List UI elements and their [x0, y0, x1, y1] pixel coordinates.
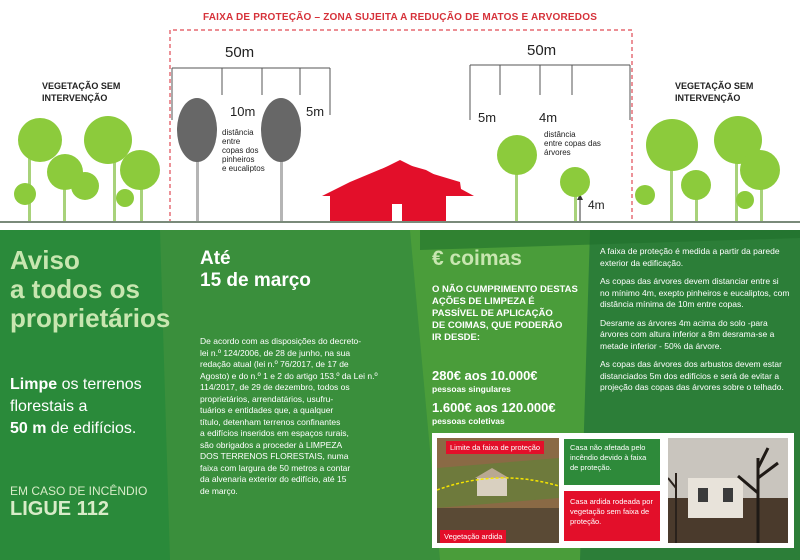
dim-left-50m: 50m [225, 44, 255, 61]
caption-burnt-house: Casa ardida rodeada por vegetação sem faixa de proteção. [564, 491, 660, 541]
veg-label-right: VEGETAÇÃO SEM INTERVENÇÃO [675, 81, 754, 103]
zone-title: FAIXA DE PROTEÇÃO – ZONA SUJEITA A REDUÇÃO DE MATOS E ARVOREDOS [202, 12, 598, 23]
right-vegetation [635, 116, 780, 222]
note-pines: distância entre copas dos pinheiros e eucaliptos [222, 128, 265, 173]
dim-4m: 4m [539, 110, 558, 125]
illustration [0, 0, 800, 232]
fire-line: EM CASO DE INCÊNDIO [10, 484, 148, 498]
ground-line [0, 221, 800, 223]
dim-right-5m: 5m [478, 110, 497, 125]
fine-individuals: 280€ aos 10.000€ [432, 368, 538, 383]
guideline-2: As copas das árvores devem distanciar entre si no mínimo 4m, exepto pinheiros e eucaliptos, com distância mínima de 10m entre copas. [600, 276, 790, 309]
photo-block [432, 433, 794, 548]
dim-10m: 10m [230, 104, 256, 119]
deadline-paragraph: De acordo com as disposições do decreto- lei n.º 124/2006, de 28 de junho, na sua redação atual (lei n.º 76/2017, de 17 de Agosto) e do n.º 1 e 2 do artigo 153.º da Lei n.º 114/2017, de 29 de dezembro, todos os proprietários, arrendatários, usufru- tuários e entidades que, a qualquer título, detenham terrenos confinantes a edifícios inseridos em espaços rurais, são obrigados a proceder à LIMPEZA DOS TERRENOS FLORESTAIS, numa faixa com largura de 50 metros a contar da alvenaria exterior do edifício, até 15 de março. [200, 336, 378, 496]
fine-companies: 1.600€ aos 120.000€ [432, 400, 556, 415]
left-vegetation [14, 116, 160, 222]
guideline-4: As copas das árvores dos arbustos devem estar distanciados 5m dos edifícios e será de evitar a projeção das copas das árvores sobre o telhado. [600, 359, 784, 392]
fines-title: € coimas [432, 247, 522, 270]
house-icon [322, 160, 474, 222]
fine-individuals-label: pessoas singulares [432, 384, 511, 394]
label-limit: Limite da faixa de proteção [446, 441, 544, 454]
guideline-3: Desrame as árvores 4m acima do solo -para árvores com altura inferior a 8m desrama-se a metade inferior - 50% da árvore. [600, 317, 775, 351]
dim-height-4m: 4m [588, 198, 605, 212]
photo-burnt-house [668, 438, 788, 543]
fine-companies-label: pessoas coletivas [432, 416, 505, 426]
note-trees: distância entre copas das árvores [544, 130, 601, 157]
guideline-1: A faixa de proteção é medida a partir da parede exterior da edificação. [600, 246, 780, 268]
deadline-title: Até 15 de março [200, 248, 311, 291]
fines-intro: O NÃO CUMPRIMENTO DESTAS AÇÕES DE LIMPEZA É PASSÍVEL DE APLICAÇÃO DE COIMAS, QUE PODERÃO IR DESDE: [432, 284, 578, 343]
dim-right-50m: 50m [527, 42, 557, 59]
guidelines [600, 246, 790, 394]
label-burnt: Vegetação ardida [440, 530, 506, 543]
notice-body: Limpe os terrenos florestais a 50 m de edifícios. [10, 376, 142, 437]
notice-title: Aviso a todos os proprietários [10, 245, 171, 333]
caption-safe-house: Casa não afetada pelo incêndio devido à faixa de proteção. [564, 439, 660, 485]
dim-left-5m: 5m [306, 104, 325, 119]
call-112: LIGUE 112 [10, 498, 109, 520]
veg-label-left: VEGETAÇÃO SEM INTERVENÇÃO [42, 81, 121, 103]
